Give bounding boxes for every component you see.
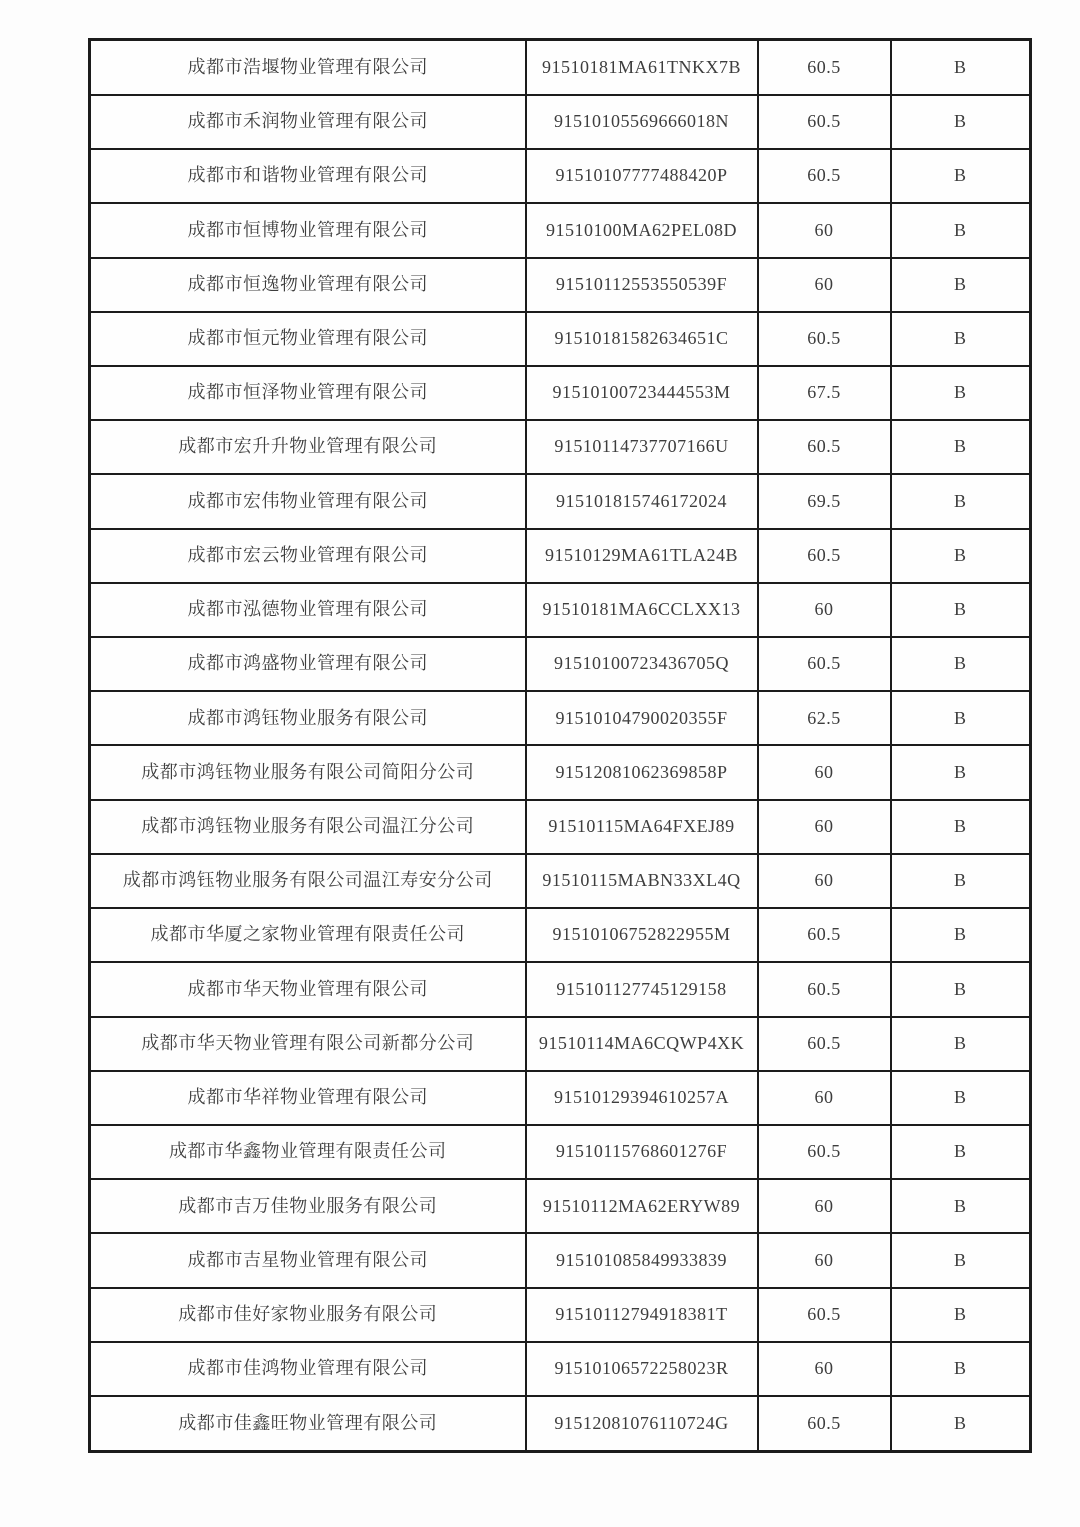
company-name-cell: 成都市鸿盛物业管理有限公司 [90,637,526,691]
company-name-cell: 成都市吉万佳物业服务有限公司 [90,1179,526,1233]
grade-cell: B [891,1179,1031,1233]
credit-code-cell: 915101127745129158 [526,962,758,1016]
table-row [90,962,1031,1016]
table-row [90,908,1031,962]
grade-cell: B [891,1233,1031,1287]
grade-cell: B [891,366,1031,420]
company-name-cell: 成都市恒博物业管理有限公司 [90,203,526,257]
credit-code-cell: 91510105569666018N [526,95,758,149]
table-row [90,149,1031,203]
credit-code-cell: 91510115MABN33XL4Q [526,854,758,908]
table-row [90,366,1031,420]
table-row [90,745,1031,799]
score-cell: 60.5 [758,1288,891,1342]
table-row [90,258,1031,312]
score-cell: 60.5 [758,962,891,1016]
table-row [90,1179,1031,1233]
company-name-cell: 成都市宏伟物业管理有限公司 [90,474,526,528]
grade-cell: B [891,1125,1031,1179]
table-row [90,1071,1031,1125]
credit-code-cell: 91510115768601276F [526,1125,758,1179]
score-cell: 60.5 [758,1396,891,1451]
credit-code-cell: 91510107777488420P [526,149,758,203]
company-name-cell: 成都市泓德物业管理有限公司 [90,583,526,637]
score-cell: 60.5 [758,40,891,95]
company-name-cell: 成都市恒元物业管理有限公司 [90,312,526,366]
score-cell: 60.5 [758,420,891,474]
company-name-cell: 成都市浩堰物业管理有限公司 [90,40,526,95]
credit-code-cell: 91512081062369858P [526,745,758,799]
table-row [90,1342,1031,1396]
credit-code-cell: 915101815746172024 [526,474,758,528]
company-name-cell: 成都市华鑫物业管理有限责任公司 [90,1125,526,1179]
table-row [90,420,1031,474]
score-cell: 60 [758,203,891,257]
table-row [90,800,1031,854]
credit-code-cell: 91510100MA62PEL08D [526,203,758,257]
company-name-cell: 成都市吉星物业管理有限公司 [90,1233,526,1287]
company-name-cell: 成都市佳鸿物业管理有限公司 [90,1342,526,1396]
score-cell: 60.5 [758,1125,891,1179]
score-cell: 60 [758,800,891,854]
score-cell: 60.5 [758,312,891,366]
table-row [90,312,1031,366]
grade-cell: B [891,95,1031,149]
grade-cell: B [891,203,1031,257]
credit-code-cell: 91510114737707166U [526,420,758,474]
company-name-cell: 成都市恒逸物业管理有限公司 [90,258,526,312]
grade-cell: B [891,637,1031,691]
credit-code-cell: 91510181MA6CCLXX13 [526,583,758,637]
score-cell: 60.5 [758,529,891,583]
credit-code-cell: 91510100723436705Q [526,637,758,691]
score-cell: 60.5 [758,1017,891,1071]
company-name-cell: 成都市禾润物业管理有限公司 [90,95,526,149]
table-row [90,40,1031,95]
company-name-cell: 成都市华厦之家物业管理有限责任公司 [90,908,526,962]
table-row [90,1017,1031,1071]
table-body [90,40,1031,1452]
grade-cell: B [891,1396,1031,1451]
score-cell: 69.5 [758,474,891,528]
table-row [90,1125,1031,1179]
table-row [90,1288,1031,1342]
score-cell: 62.5 [758,691,891,745]
company-name-cell: 成都市鸿钰物业服务有限公司简阳分公司 [90,745,526,799]
company-name-cell: 成都市鸿钰物业服务有限公司温江分公司 [90,800,526,854]
table-row [90,854,1031,908]
credit-code-cell: 91510104790020355F [526,691,758,745]
grade-cell: B [891,908,1031,962]
credit-code-cell: 91510100723444553M [526,366,758,420]
grade-cell: B [891,40,1031,95]
company-name-cell: 成都市和谐物业管理有限公司 [90,149,526,203]
score-cell: 60 [758,1233,891,1287]
score-cell: 60 [758,1071,891,1125]
company-name-cell: 成都市佳鑫旺物业管理有限公司 [90,1396,526,1451]
grade-cell: B [891,691,1031,745]
table-row [90,474,1031,528]
company-name-cell: 成都市华天物业管理有限公司 [90,962,526,1016]
company-name-cell: 成都市宏升升物业管理有限公司 [90,420,526,474]
grade-cell: B [891,149,1031,203]
grade-cell: B [891,854,1031,908]
grade-cell: B [891,474,1031,528]
company-name-cell: 成都市佳好家物业服务有限公司 [90,1288,526,1342]
score-cell: 60 [758,1179,891,1233]
credit-code-cell: 91510129MA61TLA24B [526,529,758,583]
company-name-cell: 成都市华天物业管理有限公司新都分公司 [90,1017,526,1071]
grade-cell: B [891,258,1031,312]
grade-cell: B [891,420,1031,474]
company-name-cell: 成都市华祥物业管理有限公司 [90,1071,526,1125]
table-row [90,691,1031,745]
table-row [90,1233,1031,1287]
credit-code-cell: 91510112MA62ERYW89 [526,1179,758,1233]
table-row [90,95,1031,149]
score-cell: 60 [758,745,891,799]
credit-code-cell: 91510106752822955M [526,908,758,962]
grade-cell: B [891,1017,1031,1071]
credit-code-cell: 91510114MA6CQWP4XK [526,1017,758,1071]
grade-cell: B [891,529,1031,583]
grade-cell: B [891,1071,1031,1125]
credit-code-cell: 915101085849933839 [526,1233,758,1287]
grade-cell: B [891,962,1031,1016]
grade-cell: B [891,1342,1031,1396]
grade-cell: B [891,800,1031,854]
grade-cell: B [891,312,1031,366]
score-cell: 67.5 [758,366,891,420]
table-row [90,1396,1031,1451]
table-row [90,583,1031,637]
credit-code-cell: 91512081076110724G [526,1396,758,1451]
score-cell: 60 [758,854,891,908]
grade-cell: B [891,583,1031,637]
credit-code-cell: 91510106572258023R [526,1342,758,1396]
score-cell: 60.5 [758,908,891,962]
score-cell: 60.5 [758,149,891,203]
credit-code-cell: 91510112794918381T [526,1288,758,1342]
score-cell: 60 [758,1342,891,1396]
score-cell: 60.5 [758,637,891,691]
company-name-cell: 成都市鸿钰物业服务有限公司 [90,691,526,745]
table-row [90,529,1031,583]
credit-code-cell: 91510181MA61TNKX7B [526,40,758,95]
score-cell: 60 [758,583,891,637]
grade-cell: B [891,745,1031,799]
credit-code-cell: 91510129394610257A [526,1071,758,1125]
score-cell: 60.5 [758,95,891,149]
credit-code-cell: 91510115MA64FXEJ89 [526,800,758,854]
table-row [90,203,1031,257]
score-cell: 60 [758,258,891,312]
credit-code-cell: 91510181582634651C [526,312,758,366]
credit-code-cell: 91510112553550539F [526,258,758,312]
company-name-cell: 成都市宏云物业管理有限公司 [90,529,526,583]
table-row [90,637,1031,691]
company-name-cell: 成都市鸿钰物业服务有限公司温江寿安分公司 [90,854,526,908]
company-name-cell: 成都市恒泽物业管理有限公司 [90,366,526,420]
company-rating-table [88,38,1032,1453]
grade-cell: B [891,1288,1031,1342]
